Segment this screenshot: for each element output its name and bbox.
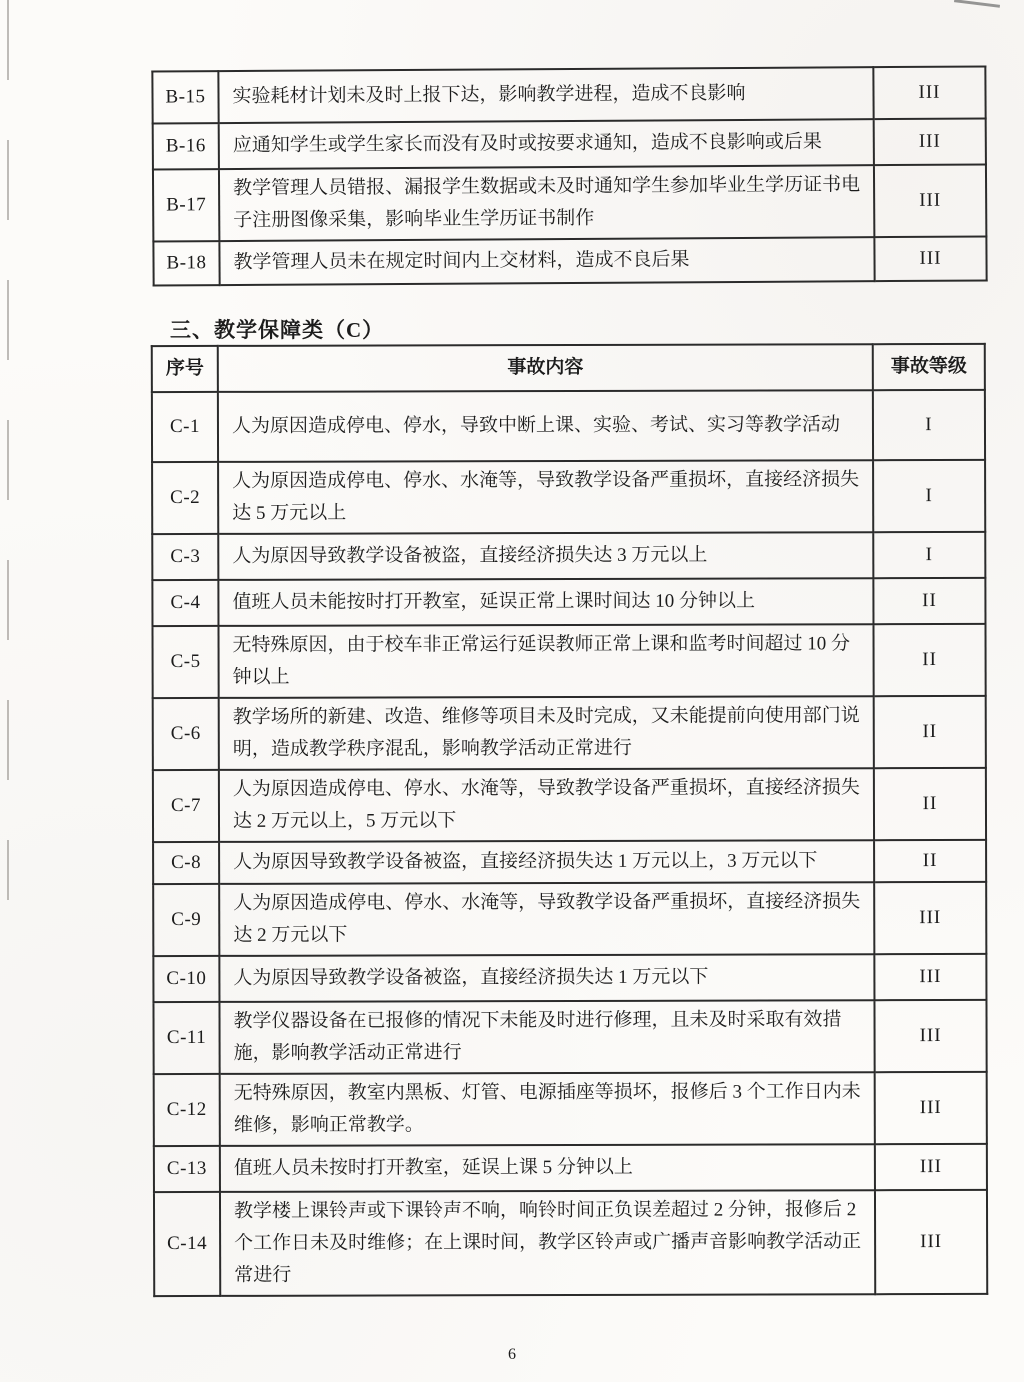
- accident-id: C-9: [153, 884, 219, 956]
- table-row: [153, 840, 986, 884]
- accident-id: C-11: [153, 1002, 219, 1074]
- accident-id: C-2: [152, 462, 218, 534]
- accident-grade: I: [873, 532, 985, 578]
- accident-id: C-8: [153, 842, 219, 884]
- accident-grade: III: [874, 954, 986, 1000]
- table-row: [152, 578, 985, 626]
- accident-content: 无特殊原因，由于校车非正常运行延误教师正常上课和监考时间超过 10 分钟以上: [218, 624, 873, 698]
- accident-content: 值班人员未按时打开教室，延误上课 5 分钟以上: [220, 1144, 875, 1192]
- header-accident-content: 事故内容: [218, 344, 873, 392]
- accident-id: B-18: [153, 241, 219, 285]
- table-row: [153, 118, 986, 169]
- accident-id: C-7: [153, 770, 219, 842]
- accident-grade: II: [874, 840, 986, 882]
- table-b-continuation: [151, 65, 987, 286]
- accident-content: 人为原因造成停电、停水，导致中断上课、实验、考试、实习等教学活动: [218, 390, 873, 462]
- accident-id: B-17: [153, 169, 219, 241]
- table-row: [154, 1144, 987, 1192]
- table-header-row: [152, 344, 985, 392]
- accident-grade: II: [873, 578, 985, 624]
- accident-id: C-13: [154, 1146, 220, 1192]
- scan-corner-artifact: [954, 0, 1000, 8]
- table-row: [152, 460, 985, 534]
- accident-content: 教学仪器设备在已报修的情况下未能及时进行修理，且未及时采取有效措施，影响教学活动正常进行: [219, 1000, 874, 1074]
- accident-grade: II: [874, 768, 986, 840]
- header-accident-grade: 事故等级: [873, 344, 985, 390]
- accident-grade: III: [874, 164, 986, 237]
- table-row: [153, 768, 986, 842]
- accident-id: C-14: [154, 1192, 220, 1296]
- accident-content: 人为原因造成停电、停水、水淹等，导致教学设备严重损坏，直接经济损失达 2 万元以上，5 万元以下: [219, 768, 874, 842]
- table-row: [152, 390, 985, 462]
- table-row: [153, 236, 986, 285]
- accident-id: C-1: [152, 392, 218, 462]
- accident-content: 应通知学生或学生家长而没有及时或按要求通知，造成不良影响或后果: [219, 119, 874, 169]
- accident-grade: II: [873, 624, 985, 696]
- accident-grade: III: [873, 66, 985, 119]
- accident-content: 值班人员未能按时打开教室，延误正常上课时间达 10 分钟以上: [218, 578, 873, 626]
- accident-id: C-6: [153, 698, 219, 770]
- table-row: [152, 66, 985, 123]
- accident-id: B-16: [153, 123, 219, 169]
- accident-content: 教学管理人员错报、漏报学生数据或未及时通知学生参加毕业生学历证书电子注册图像采集，影响毕业生学历证书制作: [219, 165, 874, 241]
- accident-content: 教学楼上课铃声或下课铃声不响，响铃时间正负误差超过 2 分钟，报修后 2 个工作日未及时维修；在上课时间，教学区铃声或广播声音影响教学活动正常进行: [220, 1190, 875, 1296]
- accident-id: C-12: [154, 1074, 220, 1146]
- table-row: [152, 624, 985, 698]
- accident-id: C-4: [152, 580, 218, 626]
- accident-grade: II: [874, 696, 986, 768]
- accident-grade: III: [874, 1000, 986, 1072]
- accident-grade: I: [873, 460, 985, 532]
- accident-grade: III: [875, 1144, 987, 1190]
- table-row: [153, 882, 986, 956]
- table-row: [153, 1000, 986, 1074]
- accident-content: 人为原因造成停电、停水、水淹等，导致教学设备严重损坏，直接经济损失达 2 万元以下: [219, 882, 874, 956]
- table-c: [151, 343, 988, 1297]
- accident-grade: III: [874, 236, 986, 281]
- accident-id: C-3: [152, 534, 218, 580]
- scan-edge-artifact: [7, 0, 9, 900]
- accident-id: C-10: [153, 956, 219, 1002]
- table-row: [153, 954, 986, 1002]
- accident-content: 人为原因导致教学设备被盗，直接经济损失达 1 万元以下: [219, 954, 874, 1002]
- accident-grade: III: [874, 118, 986, 165]
- accident-content: 人为原因造成停电、停水、水淹等，导致教学设备严重损坏，直接经济损失达 5 万元以上: [218, 460, 873, 534]
- accident-content: 无特殊原因，教室内黑板、灯管、电源插座等损坏，报修后 3 个工作日内未维修，影响正常教学。: [220, 1072, 875, 1146]
- header-accident-id: 序号: [152, 346, 218, 392]
- accident-grade: I: [873, 390, 985, 460]
- accident-grade: III: [875, 1072, 987, 1144]
- accident-content: 实验耗材计划未及时上报下达，影响教学进程，造成不良影响: [218, 67, 873, 123]
- table-row: [153, 696, 986, 770]
- table-row: [153, 164, 986, 241]
- accident-grade: III: [874, 882, 986, 954]
- table-row: [154, 1072, 987, 1146]
- page-number: 6: [508, 1346, 516, 1363]
- accident-grade: III: [875, 1190, 987, 1294]
- accident-id: C-5: [152, 626, 218, 698]
- accident-content: 教学管理人员未在规定时间内上交材料，造成不良后果: [219, 237, 874, 285]
- accident-content: 人为原因导致教学设备被盗，直接经济损失达 1 万元以上，3 万元以下: [219, 840, 874, 884]
- table-row: [152, 532, 985, 580]
- accident-content: 教学场所的新建、改造、维修等项目未及时完成，又未能提前向使用部门说明，造成教学秩序混乱，影响教学活动正常进行: [219, 696, 874, 770]
- section-heading: 三、教学保障类（C）: [170, 318, 385, 342]
- accident-content: 人为原因导致教学设备被盗，直接经济损失达 3 万元以上: [218, 532, 873, 580]
- table-row: [154, 1190, 987, 1296]
- accident-id: B-15: [152, 71, 218, 123]
